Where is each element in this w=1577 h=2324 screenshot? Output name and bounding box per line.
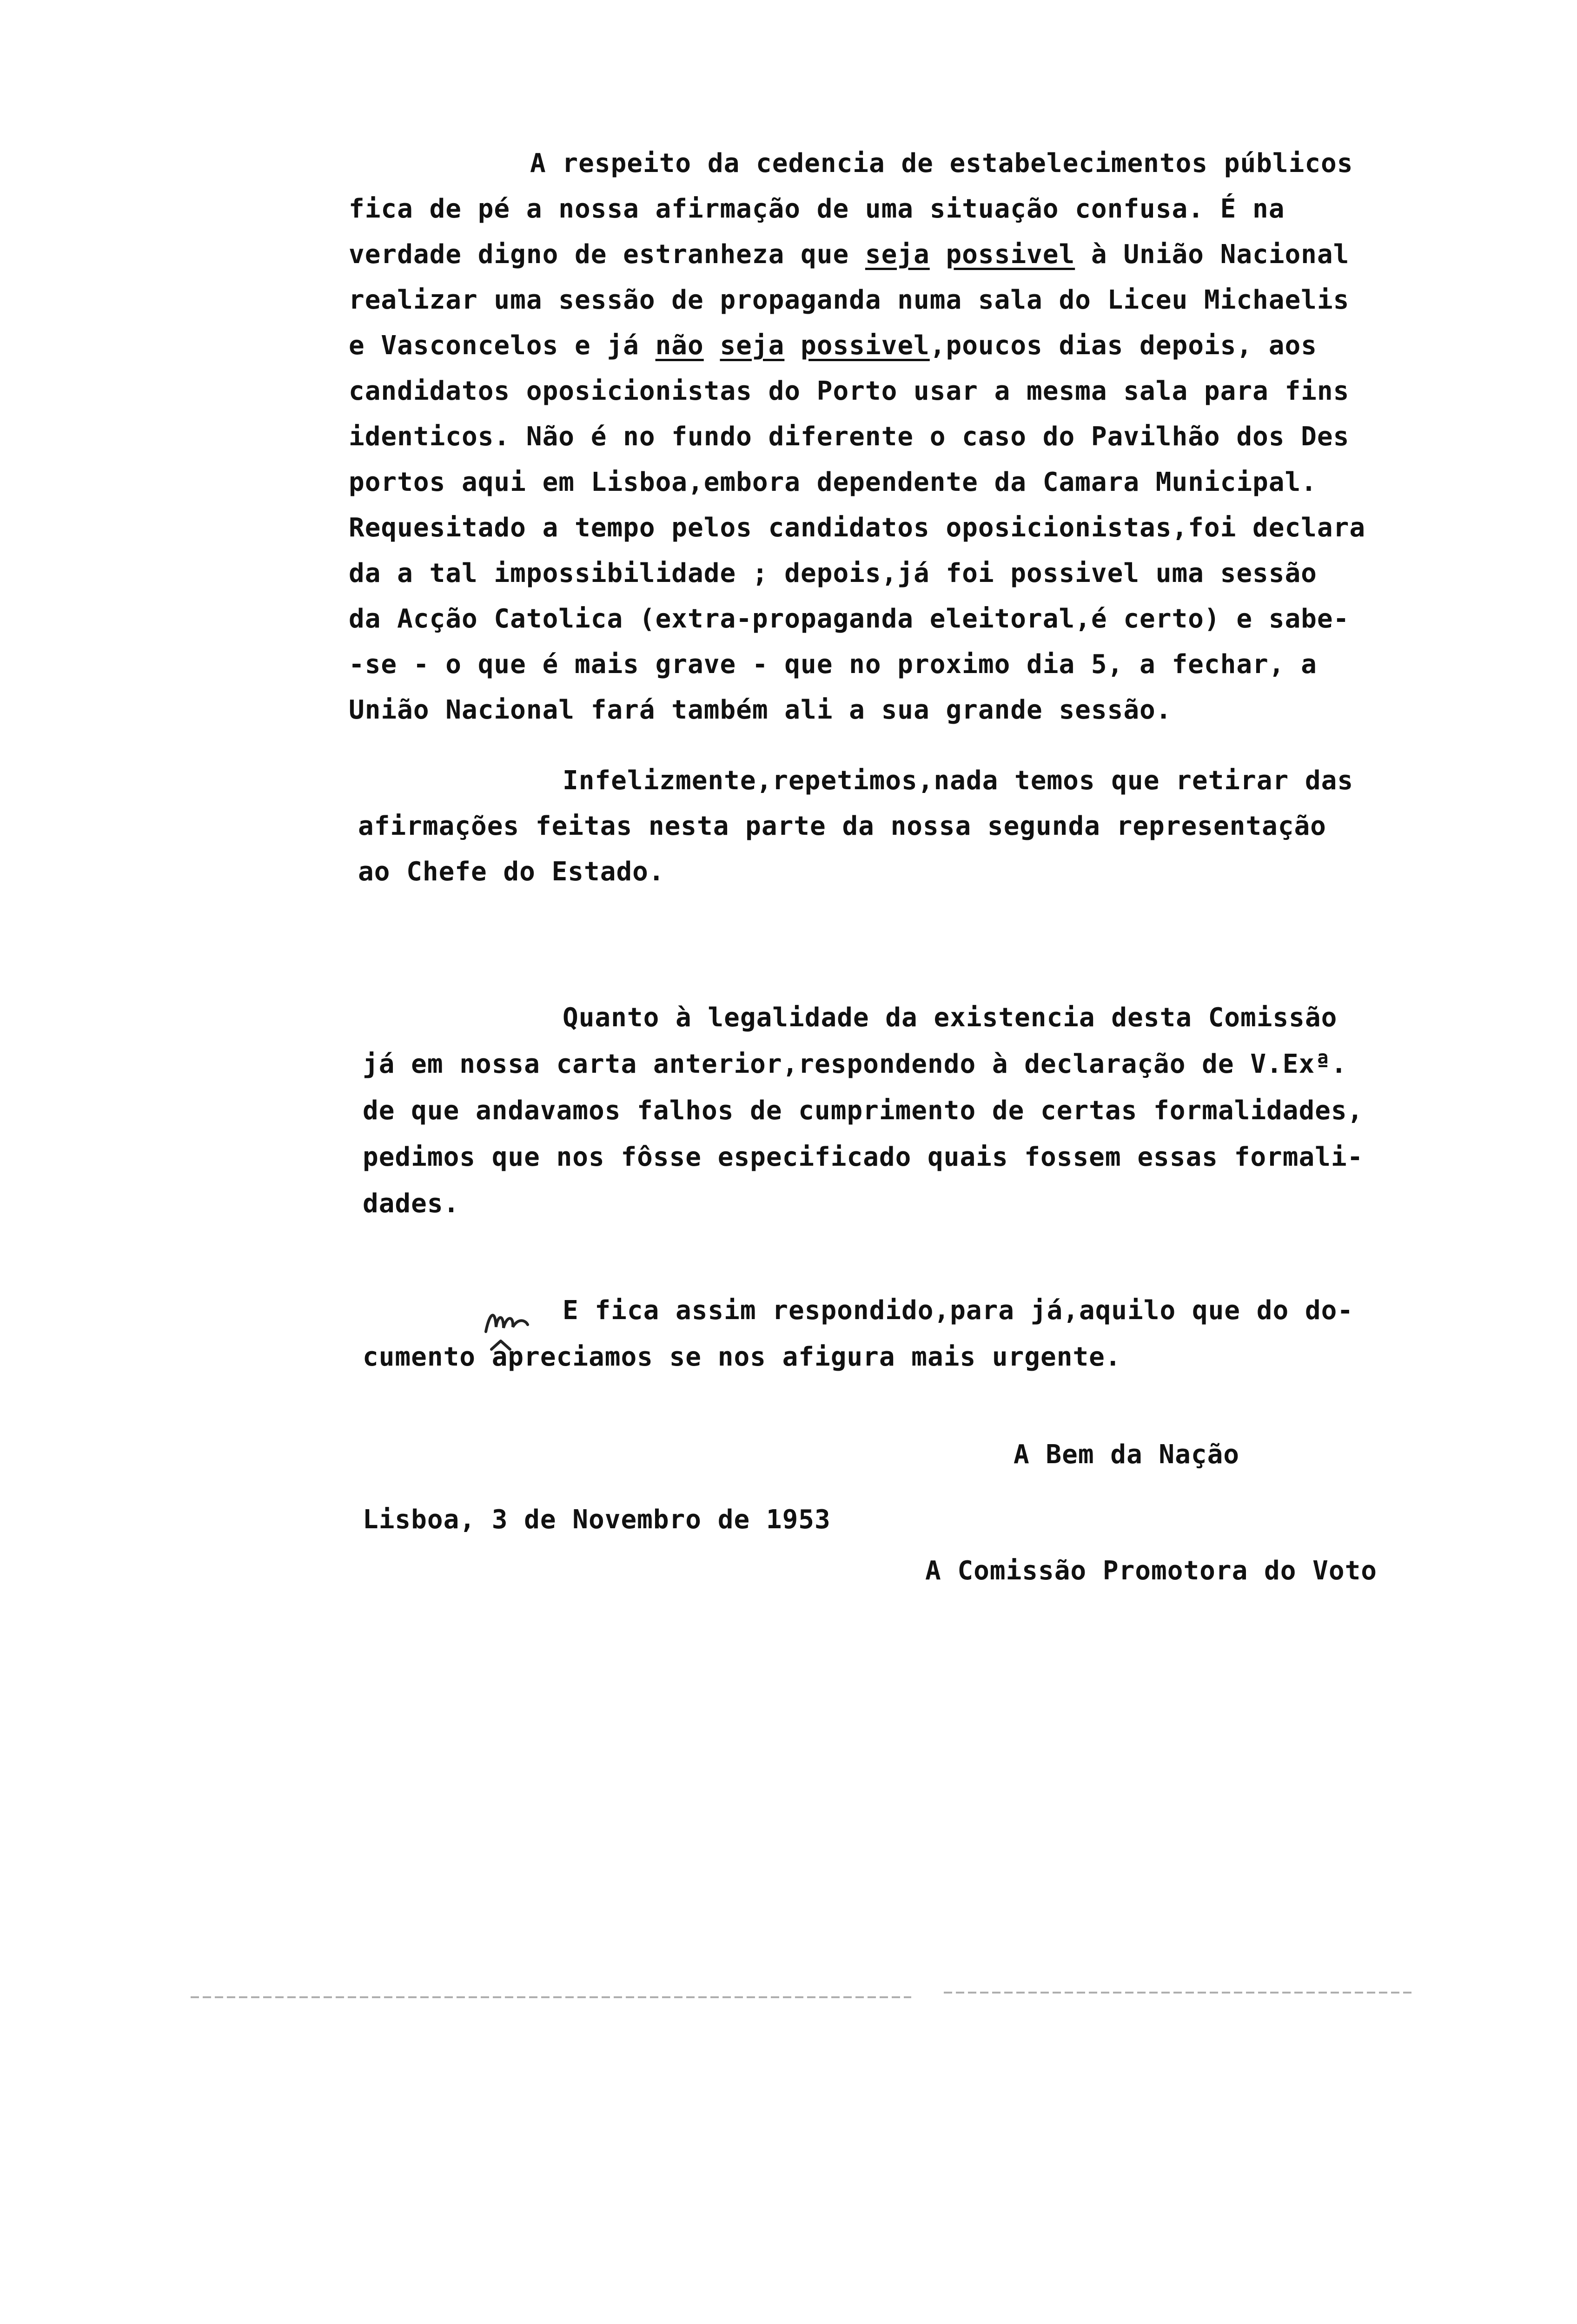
paragraph-1-line-4: realizar uma sessão de propaganda numa sala do Liceu Michaelis [349, 285, 1350, 315]
paragraph-1-line-2: fica de pé a nossa afirmação de uma situação confusa. É na [349, 194, 1285, 224]
paragraph-1-line-9: Requesitado a tempo pelos candidatos oposicionistas,foi declara [349, 513, 1366, 543]
text-run [930, 239, 946, 270]
underlined-word: não [655, 330, 704, 361]
paragraph-1-line-6: candidatos oposicionistas do Porto usar a mesma sala para fins [349, 376, 1350, 406]
paragraph-1-line-13: União Nacional fará também ali a sua grande sessão. [349, 695, 1172, 725]
scan-divider-right [944, 1992, 1413, 1994]
text-run: verdade digno de estranheza que [349, 239, 865, 270]
text-run: ,poucos dias depois, aos [929, 330, 1317, 361]
paragraph-3-line-1: Quanto à legalidade da existencia desta Comissão [563, 1003, 1338, 1033]
paragraph-4-line-2: cumento apreciamos se nos afigura mais urgente. [363, 1342, 1121, 1372]
paragraph-1-line-8: portos aqui em Lisboa,embora dependente da Camara Municipal. [349, 467, 1317, 497]
paragraph-3-line-4: pedimos que nos fôsse especificado quais fossem essas formali- [363, 1142, 1364, 1172]
underlined-word: possivel [801, 330, 930, 361]
handwritten-insertion-text: que [482, 1312, 484, 1313]
paragraph-1-line-12: -se - o que é mais grave - que no proximo dia 5, a fechar, a [349, 649, 1317, 680]
signature-block: A Comissão Promotora do Voto [925, 1556, 1378, 1586]
text-run: à União Nacional [1075, 239, 1350, 270]
closing-salutation: A Bem da Nação [1014, 1439, 1240, 1470]
paragraph-2-line-3: ao Chefe do Estado. [358, 857, 665, 887]
paragraph-3-line-5: dades. [363, 1188, 460, 1219]
paragraph-4-line-1: E fica assim respondido,para já,aquilo que do do- [563, 1295, 1354, 1326]
text-run [704, 330, 720, 361]
underlined-word: seja [865, 239, 930, 270]
paragraph-2-line-2: afirmações feitas nesta parte da nossa segunda representação [358, 811, 1326, 841]
paragraph-3-line-3: de que andavamos falhos de cumprimento de certas formalidades, [363, 1096, 1364, 1126]
paragraph-1-line-5 [349, 327, 1317, 364]
paragraph-1-line-7: identicos. Não é no fundo diferente o caso do Pavilhão dos Des [349, 422, 1350, 452]
paragraph-1-line-11: da Acção Catolica (extra-propaganda eleitoral,é certo) e sabe- [349, 604, 1350, 634]
text-run [784, 330, 801, 361]
underlined-word: possivel [946, 239, 1075, 270]
paragraph-1-line-10: da a tal impossibilidade ; depois,já foi possivel uma sessão [349, 558, 1317, 588]
handwritten-insertion-mark [481, 1299, 532, 1355]
paragraph-1-line-1: A respeito da cedencia de estabelecimentos públicos [530, 148, 1353, 178]
text-run: e Vasconcelos e já [349, 330, 656, 361]
paragraph-1-line-3 [349, 236, 1349, 273]
underlined-word: seja [720, 330, 785, 361]
scan-divider-left [191, 1996, 911, 1998]
date-line: Lisboa, 3 de Novembro de 1953 [363, 1505, 831, 1535]
paragraph-3-line-2: já em nossa carta anterior,respondendo à declaração de V.Exª. [363, 1049, 1347, 1079]
paragraph-2-line-1: Infelizmente,repetimos,nada temos que retirar das [563, 766, 1354, 796]
